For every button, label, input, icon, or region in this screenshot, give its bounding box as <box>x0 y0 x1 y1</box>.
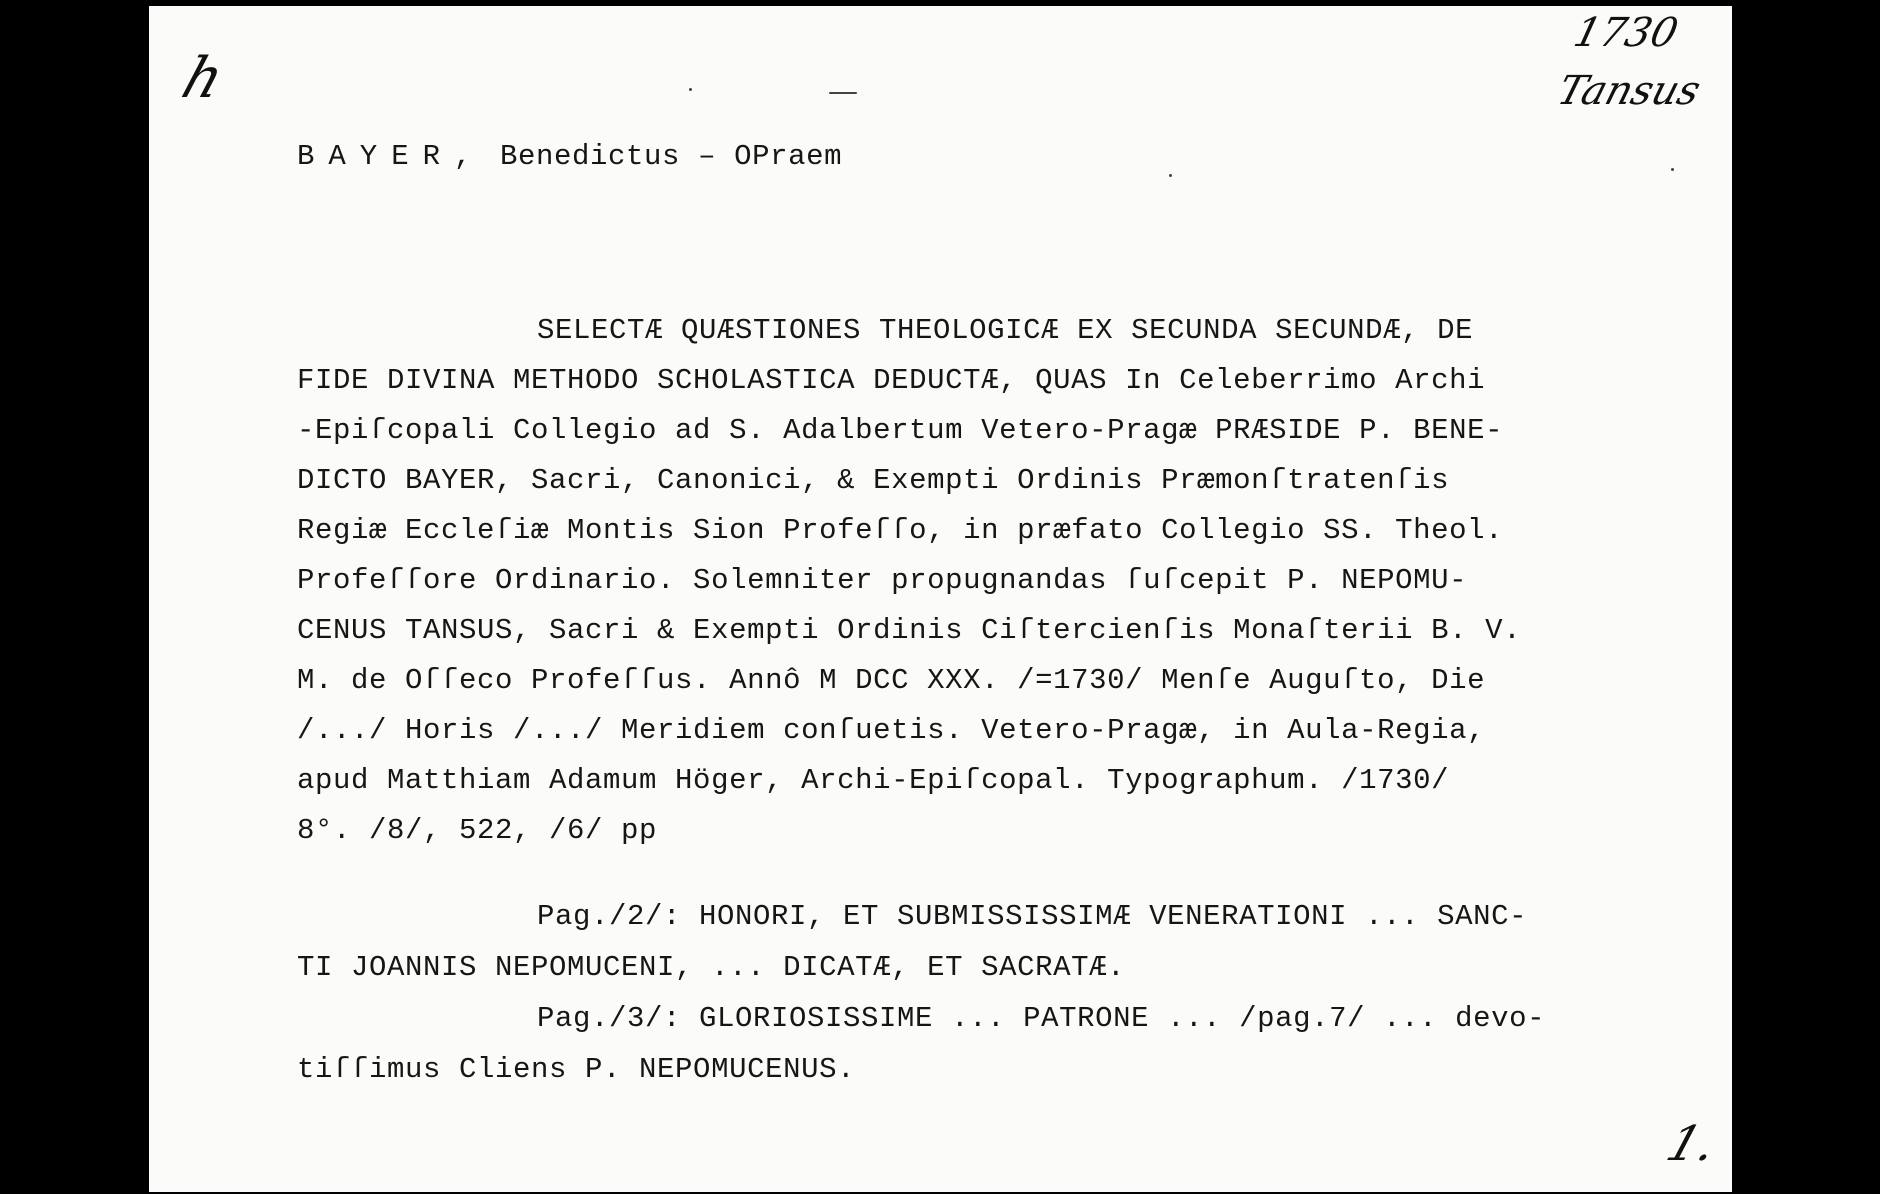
scan-speck <box>1169 174 1172 177</box>
description-line: FIDE DIVINA METHODO SCHOLASTICA DEDUCTÆ, QUAS In Celeberrimo Archi <box>297 364 1486 397</box>
note-line: Pag./2/: HONORI, ET SUBMISSISSIMÆ VENERATIONI ... SANC- <box>537 900 1528 933</box>
author-heading <box>297 140 842 173</box>
description-line: Regiæ Eccleſiæ Montis Sion Profeſſo, in præfato Collegio SS. Theol. <box>297 514 1504 547</box>
note-line: Pag./3/: GLORIOSISSIME ... PATRONE ... /pag.7/ ... devo- <box>537 1002 1546 1035</box>
handwritten-corner-mark: h <box>174 46 232 111</box>
scan-speck <box>689 88 692 91</box>
heading-dash: – <box>698 140 717 173</box>
bibliographic-description <box>297 306 1521 856</box>
author-surname: BAYER <box>297 140 455 173</box>
description-line: SELECTÆ QUÆSTIONES THEOLOGICÆ EX SECUNDA SECUNDÆ, DE <box>537 314 1474 347</box>
scan-speck <box>1671 168 1674 171</box>
description-line: Profeſſore Ordinario. Solemniter propugnandas ſuſcepit P. NEPOMU- <box>297 564 1468 597</box>
description-line: 8°. /8/, 522, /6/ pp <box>297 814 658 847</box>
scan-speck <box>829 92 857 94</box>
catalog-card <box>149 6 1732 1192</box>
contents-notes <box>297 891 1545 1095</box>
heading-separator: , <box>454 140 473 173</box>
author-order: OPraem <box>734 140 843 173</box>
handwritten-name: Tansus <box>1552 68 1706 114</box>
description-line: M. de Oſſeco Profeſſus. Annô M DCC XXX. /=1730/ Menſe Auguſto, Die <box>297 664 1486 697</box>
description-line: apud Matthiam Adamum Höger, Archi-Epiſcopal. Typographum. /1730/ <box>297 764 1450 797</box>
handwritten-card-number: 1. <box>1659 1116 1724 1172</box>
description-line: -Epiſcopali Collegio ad S. Adalbertum Vetero-Pragæ PRÆSIDE P. BENE- <box>297 414 1504 447</box>
handwritten-year: 1730 <box>1569 10 1683 56</box>
author-given-name: Benedictus <box>500 140 681 173</box>
description-line: /.../ Horis /.../ Meridiem conſuetis. Vetero-Pragæ, in Aula-Regia, <box>297 714 1486 747</box>
note-line: TI JOANNIS NEPOMUCENI, ... DICATÆ, ET SACRATÆ. <box>297 951 1126 984</box>
note-line: tiſſimus Cliens P. NEPOMUCENUS. <box>297 1053 856 1086</box>
description-line: CENUS TANSUS, Sacri & Exempti Ordinis Ciſtercienſis Monaſterii B. V. <box>297 614 1522 647</box>
description-line: DICTO BAYER, Sacri, Canonici, & Exempti Ordinis Præmonſtratenſis <box>297 464 1450 497</box>
